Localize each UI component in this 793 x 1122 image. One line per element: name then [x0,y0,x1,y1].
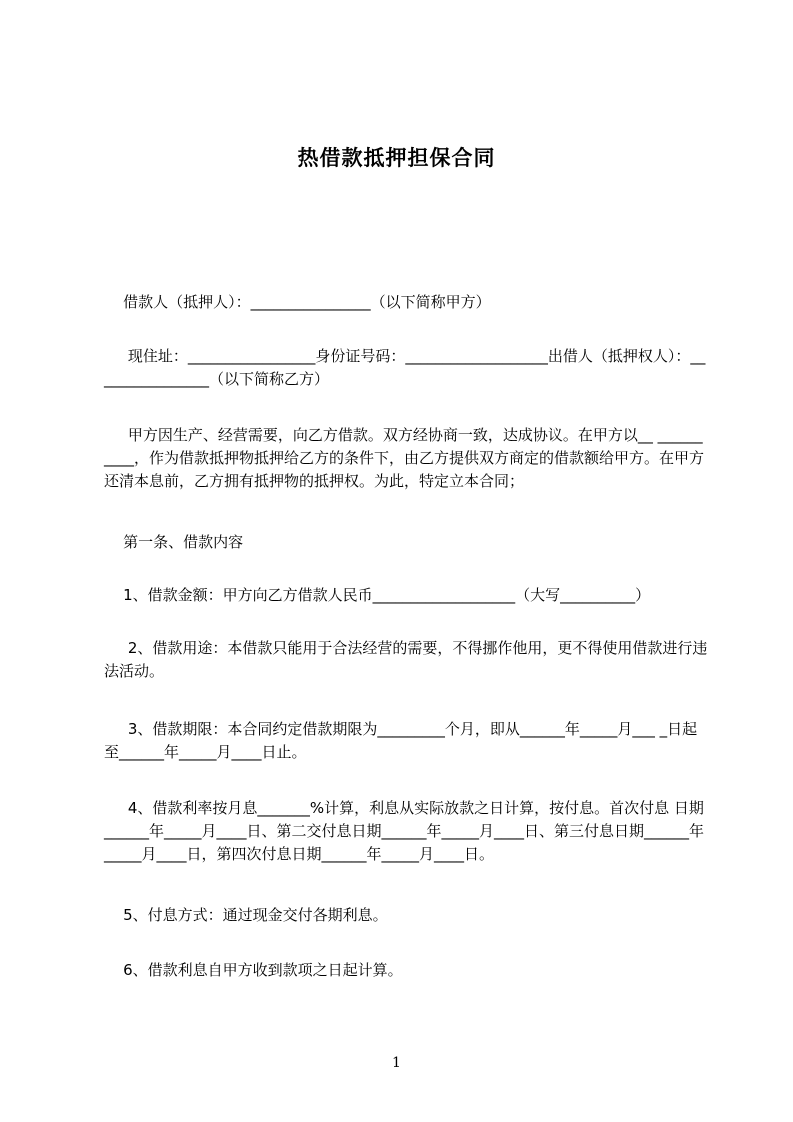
address-id-lender-paragraph: 现住址：_________________身份证号码：___________________出借人（抵押权人）：________________（以下简称乙方） [104,347,706,388]
interest-rate-clause: 4、借款利率按月息_______%计算，利息从实际放款之日计算，按付息。首次付息 日期______年_____月____日、第二交付息日期______年_____月____日、第三付息日期______年_____月____日，第四次付息日期______年_____月____日。 [104,799,705,863]
article-one-heading: 第一条、借款内容 [104,533,244,551]
borrower-paragraph: 借款人（抵押人）：________________（以下简称甲方） [104,293,491,311]
interest-start-clause: 6、借款利息自甲方收到款项之日起计算。 [104,961,403,979]
preamble-paragraph: 甲方因生产、经营需要，向乙方借款。双方经协商一致，达成协议。在甲方以__ __________，作为借款抵押物抵押给乙方的条件下，由乙方提供双方商定的借款额给甲方。在甲方还清本息前，乙方拥有抵押物的抵押权。为此，特定立本合同； [104,426,705,490]
page-number: 1 [392,1055,401,1071]
document-title: 热借款抵押担保合同 [297,146,496,170]
loan-amount-clause: 1、借款金额：甲方向乙方借款人民币___________________（大写__________） [104,586,651,604]
loan-term-clause: 3、借款期限：本合同约定借款期限为_________个月，即从______年_____月___ _日起至______年_____月____日止。 [104,720,698,761]
loan-purpose-clause: 2、借款用途：本借款只能用于合法经营的需要，不得挪作他用，更不得使用借款进行违法活动。 [104,639,708,680]
payment-method-clause: 5、付息方式：通过现金交付各期利息。 [104,906,388,924]
